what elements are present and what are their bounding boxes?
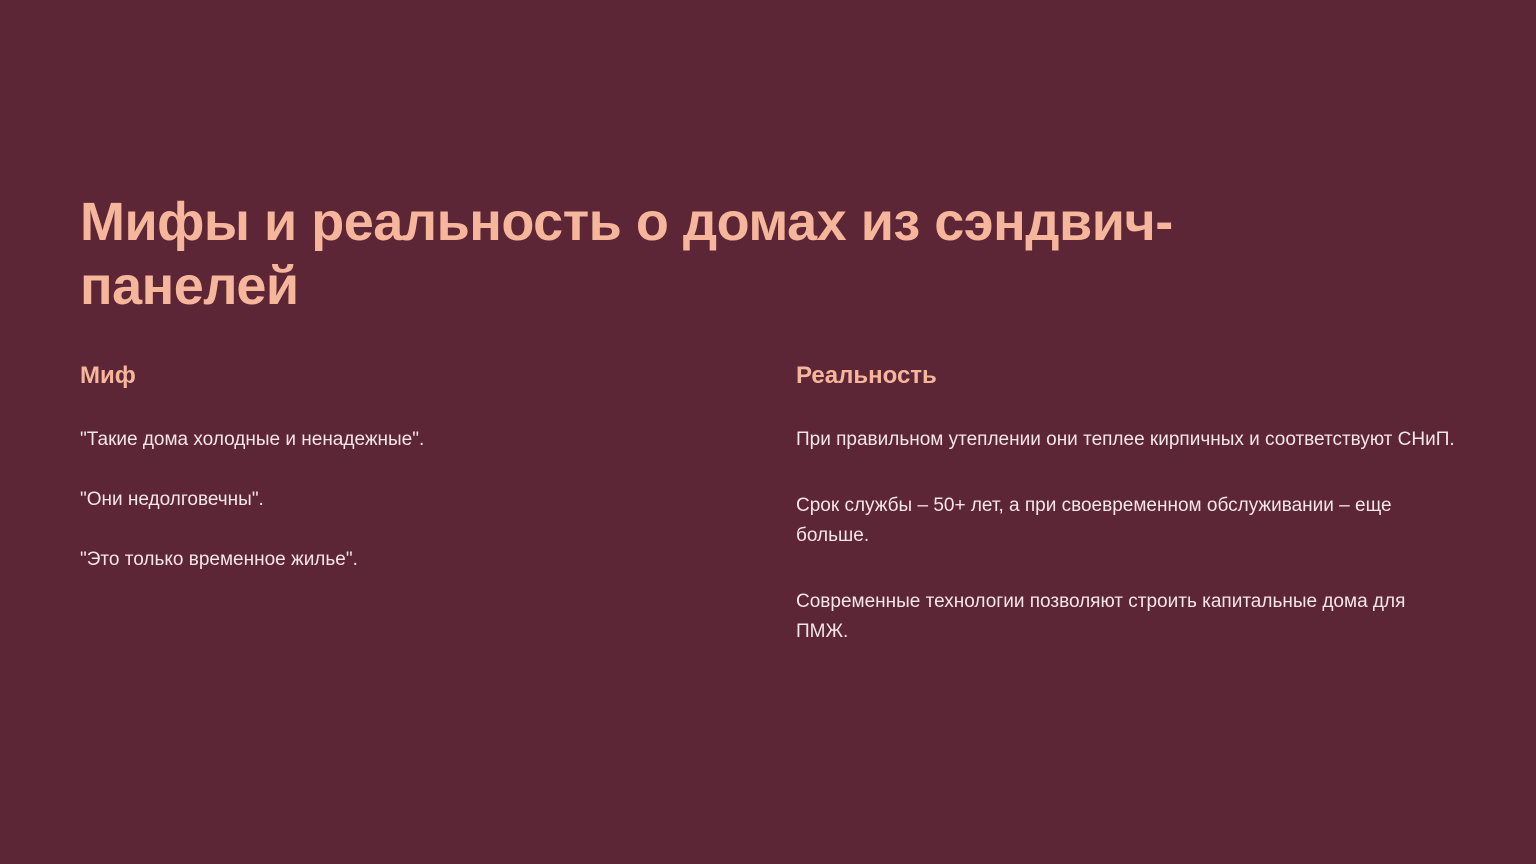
list-item: При правильном утеплении они теплее кирпичных и соответствуют СНиП. xyxy=(796,428,1455,450)
column-heading-reality: Реальность xyxy=(796,362,937,389)
column-heading-myth: Миф xyxy=(80,362,136,389)
list-item: "Такие дома холодные и ненадежные". xyxy=(80,428,425,450)
column-reality xyxy=(796,362,1460,647)
column-myth xyxy=(80,362,796,647)
list-item: Срок службы – 50+ лет, а при своевременном обслуживании – еще больше. xyxy=(796,494,1392,546)
list-item: Современные технологии позволяют строить капитальные дома для ПМЖ. xyxy=(796,590,1406,642)
page-title: Мифы и реальность о домах из сэндвич-панелей xyxy=(80,192,1173,316)
list-item: "Это только временное жилье". xyxy=(80,548,358,570)
comparison-columns xyxy=(80,362,1460,647)
list-item: "Они недолговечны". xyxy=(80,488,264,510)
